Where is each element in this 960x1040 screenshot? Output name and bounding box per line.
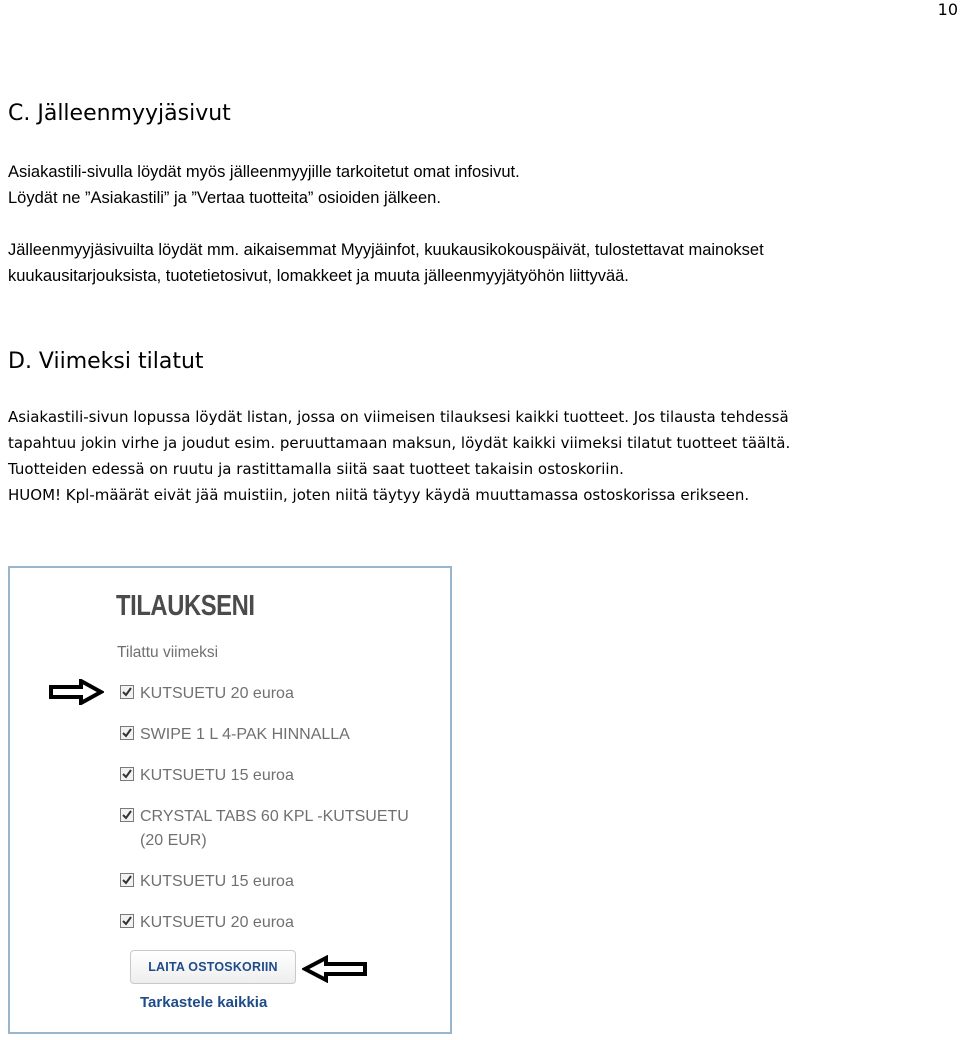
- text-line: Löydät ne ”Asiakastili” ja ”Vertaa tuotteita” osioiden jälkeen.: [8, 189, 441, 207]
- section-c-heading: C. Jälleenmyyjäsivut: [8, 101, 231, 126]
- right-arrow-icon: [48, 679, 104, 705]
- text-line: Jälleenmyyjäsivuilta löydät mm. aikaisemmat Myyjäinfot, kuukausikokouspäivät, tulostettavat mainokset: [8, 241, 764, 259]
- checkmark-icon: [121, 874, 133, 886]
- item-label: KUTSUETU 15 euroa: [140, 873, 294, 890]
- item-checkbox[interactable]: [120, 808, 134, 822]
- text-line: HUOM! Kpl-määrät eivät jää muistiin, joten niitä täytyy käydä muuttamassa ostoskorissa erikseen.: [8, 486, 750, 504]
- section-d-paragraph: [8, 404, 790, 508]
- list-item: [120, 764, 440, 788]
- checkmark-icon: [121, 727, 133, 739]
- item-label: CRYSTAL TABS 60 KPL -KUTSUETU (20 EUR): [140, 808, 409, 849]
- item-checkbox[interactable]: [120, 873, 134, 887]
- section-c-paragraph-2: [8, 237, 764, 289]
- text-line: Asiakastili-sivun lopussa löydät listan, jossa on viimeisen tilauksesi kaikki tuotteet. Jos tilausta tehdessä: [8, 408, 789, 426]
- orders-panel: [8, 566, 452, 1034]
- list-item: [120, 911, 440, 935]
- list-item: [120, 870, 440, 894]
- page-number: 10: [937, 0, 958, 19]
- list-item: [120, 805, 440, 853]
- panel-subtitle: Tilattu viimeksi: [117, 644, 219, 661]
- item-checkbox[interactable]: [120, 767, 134, 781]
- item-checkbox[interactable]: [120, 685, 134, 699]
- item-label: KUTSUETU 20 euroa: [140, 914, 294, 931]
- list-item: [120, 723, 440, 747]
- text-line: Tuotteiden edessä on ruutu ja rastittamalla siitä saat tuotteet takaisin ostoskoriin.: [8, 460, 624, 478]
- item-label: KUTSUETU 20 euroa: [140, 685, 294, 702]
- section-c-paragraph-1: [8, 159, 520, 211]
- text-line: Asiakastili-sivulla löydät myös jälleenmyyjille tarkoitetut omat infosivut.: [8, 163, 520, 181]
- list-item: [120, 682, 440, 706]
- item-label: KUTSUETU 15 euroa: [140, 767, 294, 784]
- checkmark-icon: [121, 915, 133, 927]
- panel-title: TILAUKSENI: [116, 590, 255, 622]
- checkmark-icon: [121, 768, 133, 780]
- text-line: kuukausitarjouksista, tuotetietosivut, lomakkeet ja muuta jälleenmyyjätyöhön liittyvää.: [8, 267, 629, 285]
- order-list: [120, 682, 440, 935]
- view-all-link[interactable]: Tarkastele kaikkia: [140, 994, 268, 1011]
- left-arrow-icon: [302, 955, 368, 983]
- checkmark-icon: [121, 686, 133, 698]
- item-label: SWIPE 1 L 4-PAK HINNALLA: [140, 726, 350, 743]
- add-to-cart-button[interactable]: LAITA OSTOSKORIIN: [130, 950, 296, 984]
- section-d-heading: D. Viimeksi tilatut: [8, 349, 204, 374]
- item-checkbox[interactable]: [120, 914, 134, 928]
- text-line: tapahtuu jokin virhe ja joudut esim. peruuttamaan maksun, löydät kaikki viimeksi tilatut tuotteet täältä.: [8, 434, 791, 452]
- item-checkbox[interactable]: [120, 726, 134, 740]
- checkmark-icon: [121, 809, 133, 821]
